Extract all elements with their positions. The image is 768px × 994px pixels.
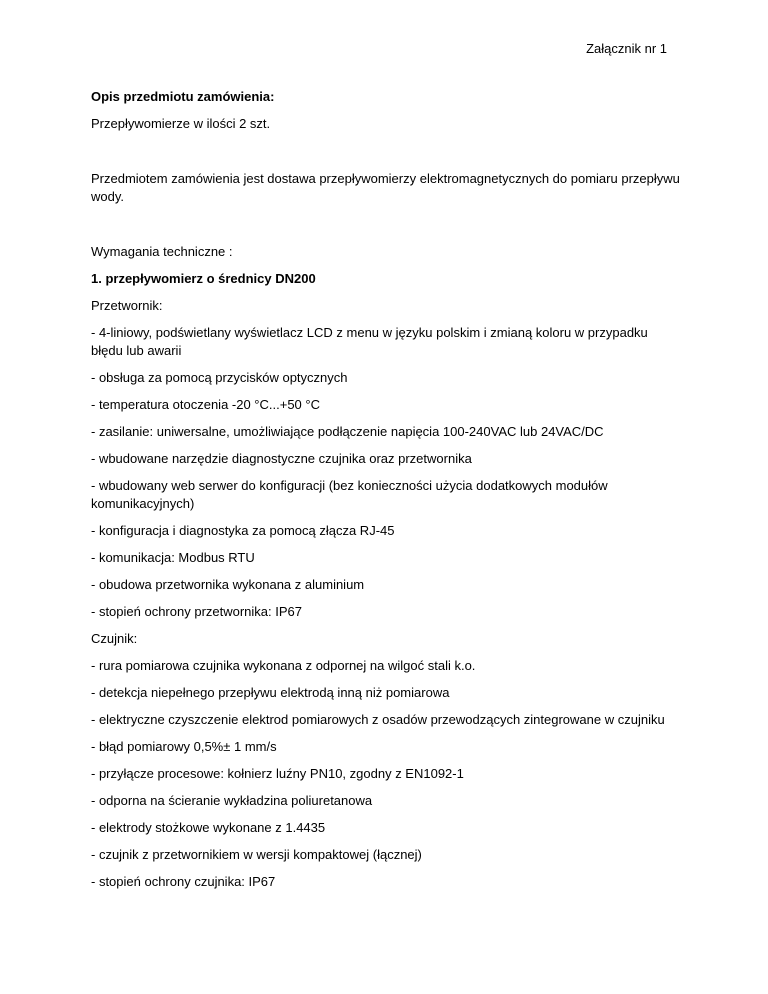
transmitter-item: - 4-liniowy, podświetlany wyświetlacz LCD z menu w języku polskim i zmianą koloru w przypadku błędu lub awarii xyxy=(91,325,648,358)
transmitter-item: - obudowa przetwornika wykonana z aluminium xyxy=(91,577,365,592)
transmitter-item: - komunikacja: Modbus RTU xyxy=(91,550,255,565)
sensor-label: Czujnik: xyxy=(91,631,138,646)
transmitter-item: - obsługa za pomocą przycisków optycznych xyxy=(91,370,348,385)
sensor-item: - stopień ochrony czujnika: IP67 xyxy=(91,874,276,889)
transmitter-label: Przetwornik: xyxy=(91,298,163,313)
sensor-item: - rura pomiarowa czujnika wykonana z odpornej na wilgoć stali k.o. xyxy=(91,658,476,673)
requirements-heading: Wymagania techniczne : xyxy=(91,244,233,259)
sensor-item: - czujnik z przetwornikiem w wersji kompaktowej (łącznej) xyxy=(91,847,422,862)
document-body xyxy=(91,79,681,891)
transmitter-item: - temperatura otoczenia -20 °C...+50 °C xyxy=(91,397,320,412)
sensor-item: - odporna na ścieranie wykładzina poliuretanowa xyxy=(91,793,373,808)
sensor-item: - przyłącze procesowe: kołnierz luźny PN10, zgodny z EN1092-1 xyxy=(91,766,464,781)
order-heading: Opis przedmiotu zamówienia: xyxy=(91,89,275,104)
transmitter-item: - stopień ochrony przetwornika: IP67 xyxy=(91,604,302,619)
transmitter-item: - konfiguracja i diagnostyka za pomocą złącza RJ-45 xyxy=(91,523,395,538)
quantity-line: Przepływomierze w ilości 2 szt. xyxy=(91,116,271,131)
transmitter-item: - zasilanie: uniwersalne, umożliwiające podłączenie napięcia 100-240VAC lub 24VAC/DC xyxy=(91,424,604,439)
transmitter-item: - wbudowane narzędzie diagnostyczne czujnika oraz przetwornika xyxy=(91,451,472,466)
subject-paragraph: Przedmiotem zamówienia jest dostawa przepływomierzy elektromagnetycznych do pomiaru przepływu wody. xyxy=(91,171,680,204)
sensor-item: - elektryczne czyszczenie elektrod pomiarowych z osadów przewodzących zintegrowane w czujniku xyxy=(91,712,665,727)
item-title: 1. przepływomierz o średnicy DN200 xyxy=(91,271,316,286)
sensor-item: - elektrody stożkowe wykonane z 1.4435 xyxy=(91,820,326,835)
transmitter-item: - wbudowany web serwer do konfiguracji (bez konieczności użycia dodatkowych modułów komunikacyjnych) xyxy=(91,478,608,511)
sensor-item: - detekcja niepełnego przepływu elektrodą inną niż pomiarowa xyxy=(91,685,450,700)
sensor-item: - błąd pomiarowy 0,5%± 1 mm/s xyxy=(91,739,277,754)
attachment-number: Załącznik nr 1 xyxy=(586,41,667,56)
